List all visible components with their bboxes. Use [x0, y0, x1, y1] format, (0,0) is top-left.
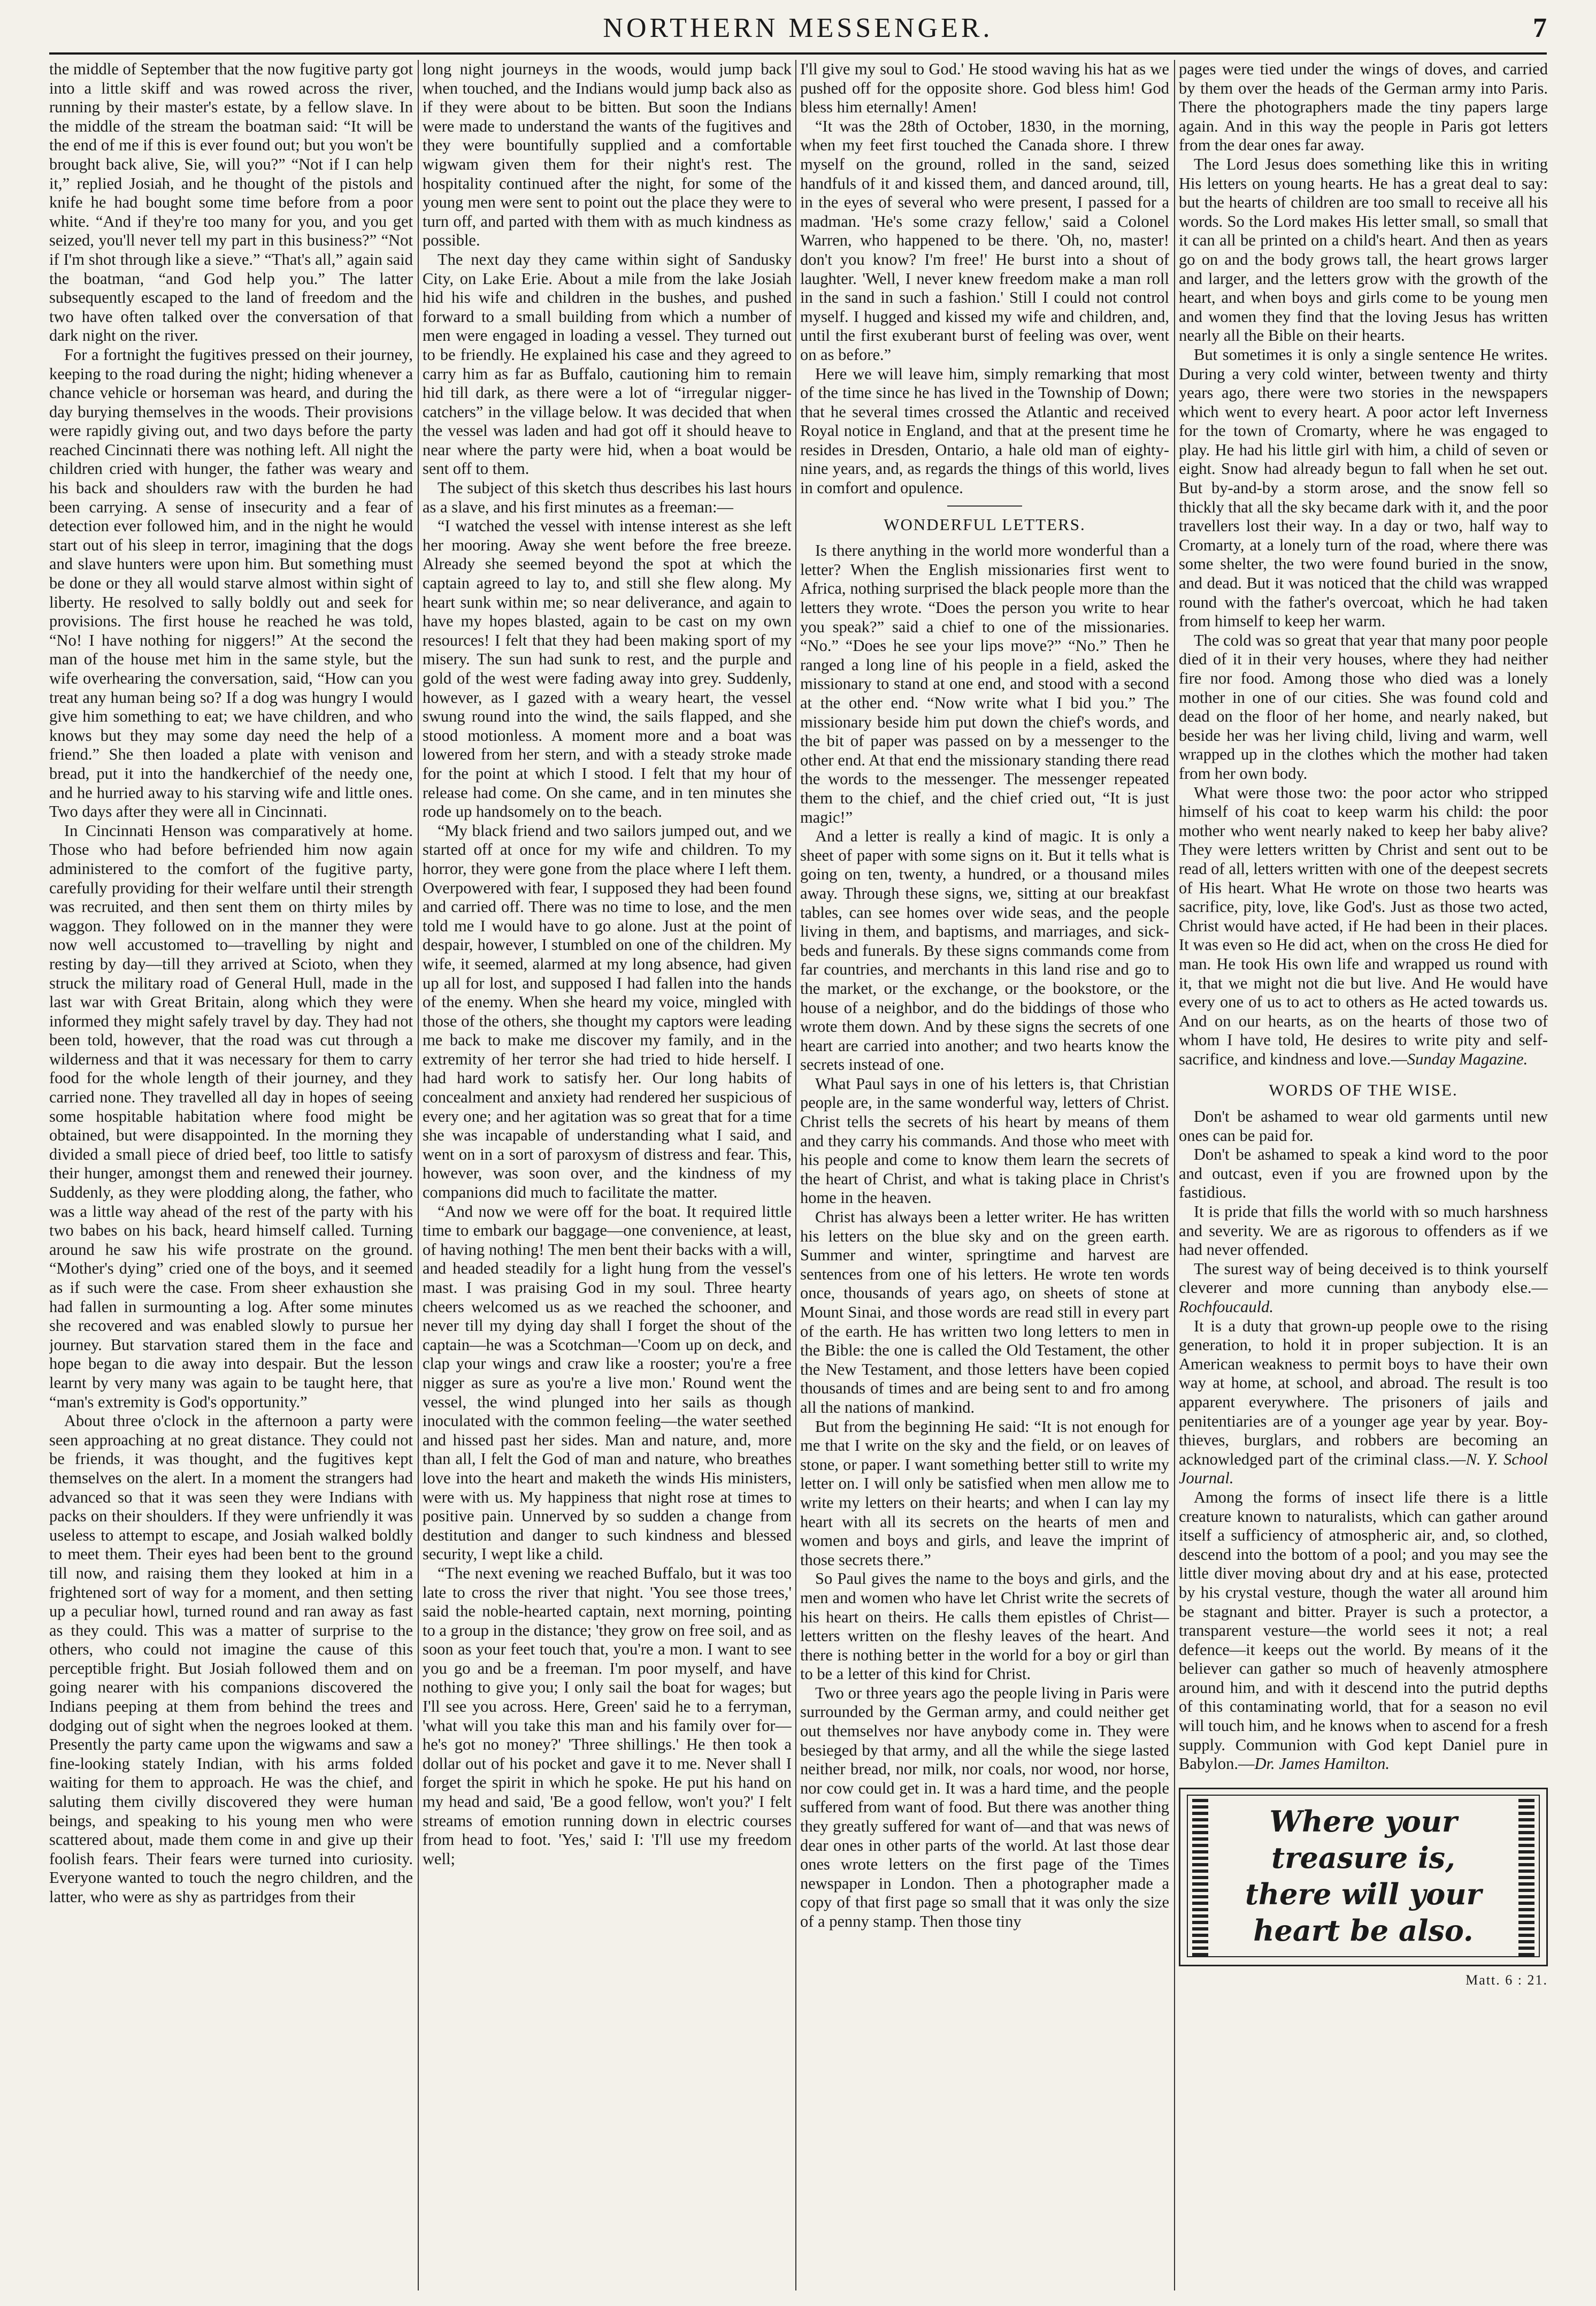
article-paragraph: And a letter is really a kind of magic. It is only a sheet of paper with some signs on it. But it tells what is going on ten, twenty, a hundred, or a thousand miles away. Through these signs, we, sitting at our breakfast tables, can see homes over wide seas, and the people living in them, and baptisms, and marriages, and sick-beds and funerals. By these signs commands come from far countries, and merchants in this land rise and go to the market, or the exchange, or the bookstore, or the house of a neighbor, and do the biddings of those who wrote them down. And by these signs the secrets of one heart are carried into another; and two hearts know the secrets instead of one.	[800, 827, 1169, 1074]
source-credit: Sunday Magazine.	[1407, 1049, 1528, 1068]
source-credit: N. Y. School Journal.	[1179, 1450, 1548, 1488]
page-number: 7	[1533, 13, 1547, 43]
scripture-reference: Matt. 6 : 21.	[1465, 1972, 1548, 1988]
column-4	[1179, 60, 1548, 2285]
saying	[1179, 1488, 1548, 1774]
saying	[1179, 1317, 1548, 1488]
article-paragraph: Two or three years ago the people living in Paris were surrounded by the German army, and could neither get out themselves nor have anybody come in. They were besieged by that army, and all the while the siege lasted neither bread, nor milk, nor coals, nor wood, nor horse, nor cow could get in. It was a hard time, and the people suffered from want of food. But there was another thing they greatly suffered for want of—and that was news of dear ones in other parts of the world. At last those dear ones wrote letters on the first page of the Times newspaper in London. Then a photographer made a copy of that first page so small that it was only the size of a penny stamp. Then those tiny	[800, 1683, 1169, 1930]
saying-text: Among the forms of insect life there is a little creature known to naturalists, which can gather around itself a sufficiency of atmospheric air, and, so clothed, descend into the bottom of a pool; and you may see the little diver moving about dry and at his ease, protected by his crystal vesture, though the water all around him be stagnant and bitter. Prayer is such a protector, a transparent vesture—the world sees it not; a real defence—it keeps out the world. By means of it the believer can gather so much of heavenly atmosphere around him, and with it descend into the putrid depths of this contaminating world, that for a season no evil will touch him, and he knows when to ascend for a fresh supply. Communion with God kept Daniel pure in Babylon.—	[1179, 1488, 1548, 1773]
article-paragraph: In Cincinnati Henson was comparatively at home. Those who had before befriended him now again administered to the comfort of the fugitive party, carefully providing for their welfare until their strength was recruited, and then sent them on thirty miles by waggon. They followed on in the manner they were now well accustomed to—travelling by night and resting by day—till they arrived at Scioto, when they struck the military road of General Hull, made in the last war with Great Britain, along which they were informed they might safely travel by day. They had not been told, however, that the road was cut through a wilderness and that it was necessary for them to carry food for the whole length of their journey, and they carried none. They travelled all day in hopes of seeing some hospitable habitation where food might be obtained, but were disappointed. In the morning they divided a small piece of dried beef, too little to satisfy their hunger, amongst them and renewed their journey. Suddenly, as they were plodding along, the father, who was a little way ahead of the rest of the party with his two babes on his back, heard himself called. Turning around he saw his wife prostrate on the ground. “Mother's dying” cried one of the boys, and it seemed as if such were the case. From sheer exhaustion she had fallen in surmounting a log. After some minutes she recovered and was enabled slowly to pursue her journey. But starvation stared them in the face and hope began to die away into despair. But the lesson learnt by very many was again to be taught here, that “man's extremity is God's opportunity.”	[49, 821, 413, 1411]
saying: Don't be ashamed to wear old garments until new ones can be paid for.	[1179, 1107, 1548, 1145]
article-paragraph: The subject of this sketch thus describes his last hours as a slave, and his first minutes as a freeman:—	[423, 479, 792, 516]
article-paragraph: For a fortnight the fugitives pressed on their journey, keeping to the road during the night; hiding whenever a chance vehicle or horseman was heard, and during the day burying themselves in the woods. Their provisions were rapidly giving out, and two days before the party reached Cincinnati there was nothing left. All night the children cried with hunger, the father was weary and his back and shoulders raw with the burden he had been carrying. A sense of insecurity and a fear of detection ever followed him, and in the night he would start out of his sleep in terror, imagining that the dogs and slave hunters were upon him. But something must be done or they all would starve almost within sight of liberty. He resolved to sally boldly out and seek for provisions. The first house he reached he was told, “No! I have nothing for niggers!” At the second the man of the house met him in the same style, but the wife overhearing the conversation, said, “How can you treat any human being so? If a dog was hungry I would give him something to eat; we have children, and who knows but they may some day need the help of a friend.” She then loaded a plate with venison and bread, put it into the handkerchief of the needy one, and he hurried away to his starving wife and little ones. Two days after they were all in Cincinnati.	[49, 345, 413, 821]
masthead	[49, 10, 1547, 47]
ornament-border-left	[1192, 1796, 1208, 1956]
saying: Don't be ashamed to speak a kind word to the poor and outcast, even if you are frowned upon by the fastidious.	[1179, 1145, 1548, 1202]
motto-line-1: Where your treasure is,	[1269, 1804, 1457, 1875]
publication-title: NORTHERN MESSENGER.	[603, 13, 993, 43]
article-paragraph: Is there anything in the world more wonderful than a letter? When the English missionaries first went to Africa, nothing surprised the black people more than the letters they wrote. “Does the person you write to hear you speak?” said a chief to one of the missionaries. “No.” “Does he see your lips move?” “No.” Then he ranged a long line of his people in a field, asked the missionary to stand at one end, and stood with a second at the other end. “Now write what I bid you.” The missionary beside him put down the chief's words, and the bit of paper was passed on by a messenger to the other end. At that end the missionary standing there read the words to the messenger. The messenger repeated them to the chief, and the chief cried out, “It is just magic!”	[800, 541, 1169, 826]
article-paragraph: What Paul says in one of his letters is, that Christian people are, in the same wonderful way, letters of Christ. Christ tells the secrets of his heart by means of them and they carry his commands. And those who meet with his people and come to know them learn the secrets of the heart of Christ, and what is taking place in Christ's home in the heaven.	[800, 1074, 1169, 1207]
motto-frame	[1187, 1795, 1540, 1957]
article-paragraph: “It was the 28th of October, 1830, in the morning, when my feet first touched the Canada shore. I threw myself on the ground, rolled in the sand, seized handfuls of it and kissed them, and danced around, till, in the eyes of several who were present, I passed for a madman. 'He's some crazy fellow,' said a Colonel Warren, who happened to be there. 'Oh, no, master! don't you know? I'm free!' He burst into a shout of laughter. 'Well, I never knew freedom make a man roll in the sand in such a fashion.' Still I could not control myself. I hugged and kissed my wife and children, and, until the first exuberant burst of feeling was over, went on as before.”	[800, 117, 1169, 364]
column-divider	[795, 60, 796, 2290]
scripture-motto-box	[1179, 1788, 1548, 1966]
column-2	[423, 60, 792, 2285]
source-credit: Dr. James Hamilton.	[1254, 1755, 1390, 1773]
article-paragraph: The next day they came within sight of Sandusky City, on Lake Erie. About a mile from the lake Josiah hid his wife and children in the bushes, and pushed forward to a small building from which a number of men were engaged in loading a vessel. They turned out to be friendly. He explained his case and they agreed to carry him as far as Buffalo, cautioning him to remain hid till dark, as there were a lot of “irregular nigger-catchers” in the village below. It was decided that when the vessel was laden and had got off it should heave to near where the party were hid, when a boat would be sent off to them.	[423, 250, 792, 478]
column-1	[49, 60, 413, 2285]
article-paragraph: The Lord Jesus does something like this in writing His letters on young hearts. He has a great deal to say: but the hearts of children are too small to receive all his words. So the Lord makes His letter small, so small that it can all be printed on a child's heart. And then as years go on and the body grows tall, the heart grows larger and larger, and the letters grow with the growth of the heart, and when boys and girls come to be young men and women they find that the loving Jesus has written nearly all the Bible on their hearts.	[1179, 155, 1548, 345]
article-paragraph: So Paul gives the name to the boys and girls, and the men and women who have let Christ write the secrets of his heart on theirs. He calls them epistles of Christ—letters written on the fleshy leaves of the heart. And there is nothing better in the world for a boy or girl than to be a letter of this kind for Christ.	[800, 1569, 1169, 1683]
saying: It is pride that fills the world with so much harshness and severity. We are as rigorous to offenders as if we had never offended.	[1179, 1202, 1548, 1259]
article-paragraph: About three o'clock in the afternoon a party were seen approaching at no great distance. They could not be friends, it was thought, and the fugitives kept themselves on the alert. In a moment the strangers had advanced so that it was seen they were Indians with packs on their shoulders. If they were unfriendly it was useless to attempt to escape, and Josiah walked boldly to meet them. Their eyes had been bent to the ground till now, and raising them they looked at him in a frightened sort of way for a moment, and then setting up a peculiar howl, turned round and ran away as fast as they could. This was a matter of surprise to the others, who could not imagine the cause of this perceptible fright. But Josiah followed them and on going nearer with his companions discovered the Indians peeping at them from behind the trees and dodging out of sight when the negroes looked at them. Presently the party came upon the wigwams and saw a fine-looking stately Indian, with his arms folded waiting for them to approach. He was the chief, and saluting them civilly discovered they were human beings, and speaking to his young men who were scattered about, made them come in and give up their foolish fears. Their fears were turned into curiosity. Everyone wanted to touch the negro children, and the latter, who were as shy as partridges from their	[49, 1412, 413, 1906]
section-title-wonderful-letters: WONDERFUL LETTERS.	[884, 515, 1086, 534]
ornament-border-right	[1518, 1796, 1534, 1956]
article-paragraph	[1179, 784, 1548, 1069]
motto-line-2: there will your heart be also.	[1245, 1876, 1482, 1948]
saying	[1179, 1260, 1548, 1317]
section-divider	[947, 505, 1022, 507]
article-paragraph: “I watched the vessel with intense interest as she left her mooring. Away she went before the free breeze. Already she seemed beyond the spot at which the captain agreed to lay to, and still she flew along. My heart sunk within me; so near deliverance, and again to have my hopes blasted, again to be cast on my own resources! I felt that they had been making sport of my misery. The sun had sunk to rest, and the purple and gold of the west were fading away into grey. Suddenly, however, as I gazed with a weary heart, the vessel swung round into the wind, the sails flapped, and she stood motionless. A moment more and a boat was lowered from her stern, and with a steady stroke made for the point at which I stood. I felt that my hour of release had come. On she came, and in ten minutes she rode up handsomely on to the beach.	[423, 517, 792, 821]
article-paragraph: But sometimes it is only a single sentence He writes. During a very cold winter, between twenty and thirty years ago, there were two stories in the newspapers which went to every heart. A poor actor left Inverness for the town of Cromarty, where he was engaged to play. He had his little girl with him, a child of seven or eight. Snow had already begun to fall when he set out. But by-and-by a storm arose, and the snow fell so thickly that all the sky became dark with it, and the poor travellers lost their way. In a day or two, half way to Cromarty, at a lonely turn of the road, where there was some shelter, the two were found buried in the snow, and dead. But it was noticed that the child was wrapped round with the father's overcoat, which he had taken from himself to keep her warm.	[1179, 345, 1548, 631]
article-paragraph: “My black friend and two sailors jumped out, and we started off at once for my wife and children. To my horror, they were gone from the place where I left them. Overpowered with fear, I supposed they had been found and carried off. There was no time to lose, and the men told me I would have to go alone. Just at the point of despair, however, I stumbled on one of the children. My wife, it seemed, alarmed at my long absence, had given up all for lost, and supposed I had fallen into the hands of the enemy. When she heard my voice, mingled with those of the others, she thought my captors were leading me back to make me discover my family, and in the extremity of her terror she had tried to hide herself. I had hard work to satisfy her. Our long habits of concealment and anxiety had rendered her suspicious of every one; and her agitation was so great that for a time she was incapable of understanding what I said, and went on in a sort of paroxysm of distress and fear. This, however, was soon over, and the kindness of my companions did much to facilitate the matter.	[423, 821, 792, 1202]
section-title-words-of-the-wise: WORDS OF THE WISE.	[1269, 1081, 1458, 1100]
article-paragraph: The cold was so great that year that many poor people died of it in their very houses, where they had neither fire nor food. Among those who died was a lonely mother in one of our cities. She was found cold and dead on the floor of her home, and nearly naked, but beside her was her living child, living and warm, well wrapped up in the clothes which the mother had taken from her own body.	[1179, 631, 1548, 783]
article-paragraph: I'll give my soul to God.' He stood waving his hat as we pushed off for the opposite shore. God bless him! God bless him eternally! Amen!	[800, 60, 1169, 117]
source-credit: Rochfoucauld.	[1179, 1298, 1274, 1316]
article-paragraph: But from the beginning He said: “It is not enough for me that I write on the sky and the field, or on leaves of stone, or paper. I want something better still to write my letter on. I will only be satisfied when men allow me to write my letters on their hearts; and when I can lay my heart with all its secrets on the hearts of men and women and boys and girls, and leave the imprint of those secrets there.”	[800, 1417, 1169, 1569]
paragraph-text: What were those two: the poor actor who stripped himself of his coat to keep warm his child: the poor mother who went nearly naked to keep her baby alive? They were letters written by Christ and sent out to be read of all, letters written with one of the deepest secrets of His heart. What He wrote on those two hearts was sacrifice, pity, love, like God's. Just as those two acted, Christ would have acted, if He had been in their places. It was even so He did act, when on the cross He died for man. He took His own life and wrapped us round with it, that we might not die but live. And He would have every one of us to act to others as He acted towards us. And on our hearts, as on the hearts of those two of whom I have told, He desires to write pity and self-sacrifice, and kindness and love.—	[1179, 783, 1548, 1068]
column-divider	[418, 60, 419, 2290]
saying-text: The surest way of being deceived is to think yourself cleverer and more cunning than anybody else.—	[1179, 1259, 1548, 1297]
article-paragraph: long night journeys in the woods, would jump back when touched, and the Indians would jump back also as if they were about to be bitten. But soon the Indians were made to understand the wants of the fugitives and they were bountifully supplied and a comfortable wigwam given them for their night's rest. The hospitality continued after the night, for some of the young men were sent to point out the place they were to turn off, and parted with them with as much kindness as possible.	[423, 60, 792, 250]
column-divider	[1174, 60, 1175, 2290]
article-paragraph: “The next evening we reached Buffalo, but it was too late to cross the river that night. 'You see those trees,' said the noble-hearted captain, next morning, pointing to a group in the distance; 'they grow on free soil, and as soon as your feet touch that, you're a mon. I want to see you go and be a freeman. I'm poor myself, and have nothing to give you; I only sail the boat for wages; but I'll see you across. Here, Green' said he to a ferryman, 'what will you take this man and his family over for—he's got no money?' 'Three shillings.' He then took a dollar out of his pocket and gave it to me. Never shall I forget the spirit in which he spoke. He put his hand on my head and said, 'Be a good fellow, won't you?' I felt streams of emotion running down in electric courses from head to foot. 'Yes,' said I: 'I'll use my freedom well;	[423, 1564, 792, 1868]
article-paragraph: the middle of September that the now fugitive party got into a little skiff and was rowed across the river, running by their master's estate, by a fellow slave. In the middle of the stream the boatman said: “It will be the end of me if this is ever found out; but you won't be brought back alive, Sie, will you?” “Not if I can help it,” replied Josiah, and he thought of the pistols and knife he had bought some time before from a poor white. “And if they're too many for you, and you get seized, you'll never tell my part in this business?” “Not if I'm shot through like a sieve.” “That's all,” again said the boatman, “and God help you.” The latter subsequently escaped to the land of freedom and the two have often talked over the conversation of that dark night on the river.	[49, 60, 413, 345]
saying-text: It is a duty that grown-up people owe to the rising generation, to hold it in proper subjection. It is an American weakness to permit boys to have their own way at home, at school, and abroad. The result is too apparent everywhere. The prisoners of jails and penitentiaries are of a younger age year by year. Boy-thieves, burglars, and robbers are becoming an acknowledged part of the criminal class.—	[1179, 1316, 1548, 1468]
article-paragraph: “And now we were off for the boat. It required little time to embark our baggage—one convenience, at least, of having nothing! The men bent their backs with a will, and headed steadily for a light hung from the vessel's mast. I was praising God in my soul. Three hearty cheers welcomed us as we reached the schooner, and never till my dying day shall I forget the shout of the captain—he was a Scotchman—'Coom up on deck, and clap your wings and craw like a rooster; you're a free nigger as sure as you're a live mon.' Round went the vessel, the wind plunged into her sails as though inoculated with the common feeling—the water seethed and hissed past her sides. Man and nature, and, more than all, I felt the God of man and nature, who breathes love into the heart and maketh the winds His ministers, were with us. My happiness that night rose at times to positive pain. Unnerved by so sudden a change from destitution and danger to such kindness and blessed security, I wept like a child.	[423, 1202, 792, 1564]
article-paragraph: pages were tied under the wings of doves, and carried by them over the heads of the German army into Paris. There the photographers made the tiny papers large again. And in this way the people in Paris got letters from the dear ones far away.	[1179, 60, 1548, 155]
article-paragraph: Here we will leave him, simply remarking that most of the time since he has lived in the Township of Down; that he several times crossed the Atlantic and received Royal notice in England, and that at the present time he resides in Dresden, Ontario, a hale old man of eighty-nine years, and, as regards the things of this world, lives in comfort and opulence.	[800, 364, 1169, 497]
masthead-rule	[49, 52, 1547, 55]
column-3	[800, 60, 1169, 2285]
article-paragraph: Christ has always been a letter writer. He has written his letters on the blue sky and on the green earth. Summer and winter, springtime and harvest are sentences from one of his letters. He wrote ten words once, thousands of years ago, on sheets of stone at Mount Sinai, and those words are read still in every part of the earth. He has written two long letters to men in the Bible: the one is called the Old Testament, the other the New Testament, and those letters have been copied thousands of times and are being sent to and fro among all the nations of mankind.	[800, 1208, 1169, 1416]
